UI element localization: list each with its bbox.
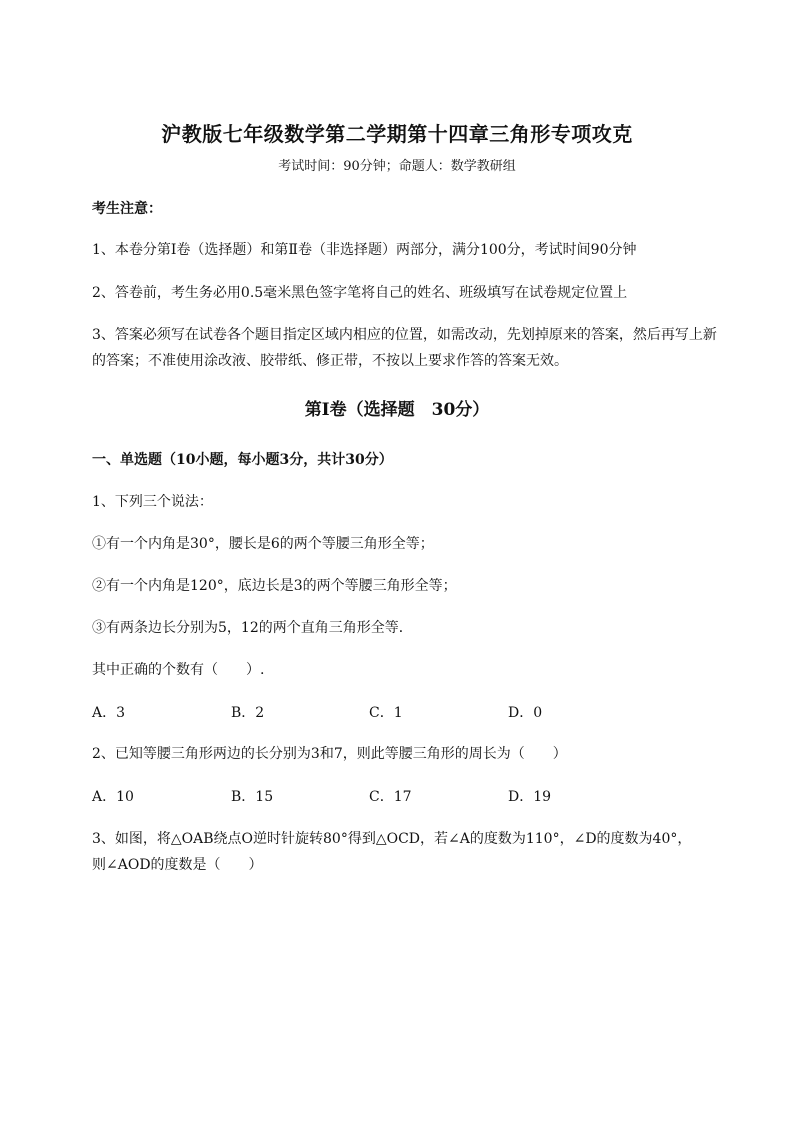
question-1-option-a[interactable]: A．3: [92, 705, 126, 721]
notice-item: 的答案；不准使用涂改液、胶带纸、修正带，不按以上要求作答的答案无效。: [92, 353, 568, 369]
document-subtitle: 考试时间：90分钟；命题人：数学教研组: [278, 159, 516, 174]
question-2-option-b[interactable]: B．15: [231, 789, 274, 805]
question-1-prompt: 其中正确的个数有（ ）.: [92, 662, 265, 678]
notice-item: 3、答案必须写在试卷各个题目指定区域内相应的位置，如需改动，先划掉原来的答案，然后再写上新: [92, 327, 717, 343]
question-1-statement: ②有一个内角是120°，底边长是3的两个等腰三角形全等；: [92, 578, 457, 594]
notice-item: 1、本卷分第I卷（选择题）和第Ⅱ卷（非选择题）两部分，满分100分，考试时间90分钟: [92, 242, 637, 258]
question-3-stem: 3、如图，将△OAB绕点O逆时针旋转80°得到△OCD，若∠A的度数为110°，∠D的度数为40°，: [92, 831, 692, 847]
section-heading: 一、单选题（10小题，每小题3分，共计30分）: [92, 452, 393, 468]
question-3-stem-continued: 则∠AOD的度数是（ ）: [92, 857, 263, 873]
question-1-statement: ①有一个内角是30°，腰长是6的两个等腰三角形全等；: [92, 536, 434, 552]
question-2-stem: 2、已知等腰三角形两边的长分别为3和7，则此等腰三角形的周长为（ ）: [92, 746, 567, 762]
question-1-option-d[interactable]: D．0: [508, 705, 543, 721]
question-1-statement: ③有两条边长分别为5，12的两个直角三角形全等．: [92, 620, 413, 636]
notice-item: 2、答卷前，考生务必用0.5毫米黑色签字笔将自己的姓名、班级填写在试卷规定位置上: [92, 285, 628, 301]
notice-heading: 考生注意：: [92, 201, 162, 217]
question-2-option-c[interactable]: C．17: [369, 789, 412, 805]
question-1-stem: 1、下列三个说法：: [92, 494, 213, 510]
question-2-option-d[interactable]: D．19: [508, 789, 552, 805]
question-1-option-c[interactable]: C．1: [369, 705, 403, 721]
document-title: 沪教版七年级数学第二学期第十四章三角形专项攻克: [161, 122, 633, 146]
question-2-option-a[interactable]: A．10: [92, 789, 134, 805]
part1-title: 第I卷（选择题 30分）: [304, 400, 490, 420]
question-1-option-b[interactable]: B．2: [231, 705, 265, 721]
